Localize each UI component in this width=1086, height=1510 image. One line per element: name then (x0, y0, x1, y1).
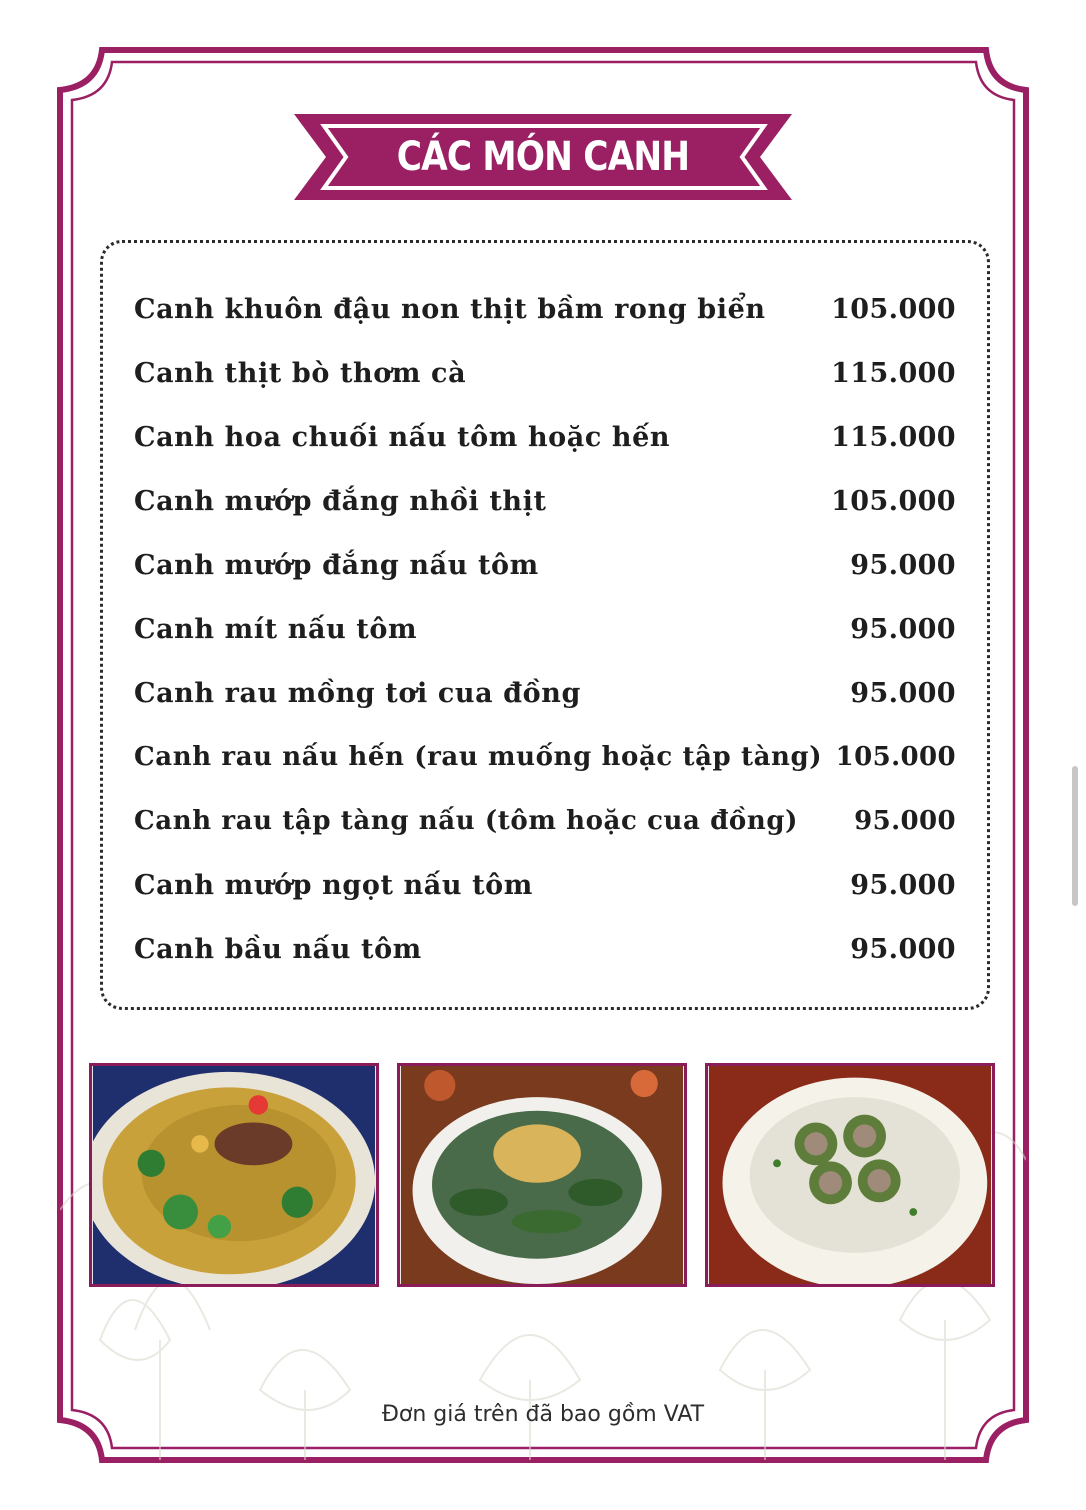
dish-name: Canh khuôn đậu non thịt bầm rong biển (134, 293, 766, 325)
dish-price: 105.000 (831, 293, 956, 325)
menu-item (134, 289, 956, 329)
dish-price: 95.000 (850, 613, 956, 645)
menu-item (134, 353, 956, 393)
dish-price: 95.000 (854, 806, 956, 836)
menu-item (134, 737, 956, 777)
dish-name: Canh mít nấu tôm (134, 613, 418, 645)
menu-item (134, 801, 956, 841)
menu-item (134, 929, 956, 969)
dish-name: Canh bầu nấu tôm (134, 933, 422, 965)
vat-note: Đơn giá trên đã bao gồm VAT (381, 1402, 705, 1427)
dish-name: Canh thịt bò thơm cà (134, 357, 467, 389)
dish-name: Canh hoa chuối nấu tôm hoặc hến (134, 421, 671, 453)
dish-price: 105.000 (835, 742, 956, 772)
dish-name: Canh rau nấu hến (rau muống hoặc tập tàng) (134, 742, 823, 772)
dish-name: Canh mướp ngọt nấu tôm (134, 869, 533, 901)
menu-item (134, 865, 956, 905)
stuffed-bitter-melon-soup-photo (705, 1063, 995, 1287)
dish-price: 115.000 (831, 421, 956, 453)
dish-price: 115.000 (831, 357, 956, 389)
dish-price: 95.000 (850, 677, 956, 709)
dish-price: 95.000 (850, 933, 956, 965)
dish-name: Canh rau tập tàng nấu (tôm hoặc cua đồng) (134, 806, 799, 836)
page-title: CÁC MÓN CANH (396, 134, 690, 180)
dish-price: 105.000 (831, 485, 956, 517)
menu-item (134, 417, 956, 457)
dish-name: Canh mướp đắng nhồi thịt (134, 485, 547, 517)
scrollbar[interactable] (1072, 766, 1078, 906)
dish-price: 95.000 (850, 869, 956, 901)
menu-item (134, 481, 956, 521)
menu-item (134, 545, 956, 585)
menu-item (134, 609, 956, 649)
greens-crab-soup-photo (397, 1063, 687, 1287)
beef-tomato-soup-photo (89, 1063, 379, 1287)
dish-name: Canh rau mồng tơi cua đồng (134, 677, 581, 709)
menu-item (134, 673, 956, 713)
dish-price: 95.000 (850, 549, 956, 581)
dish-name: Canh mướp đắng nấu tôm (134, 549, 539, 581)
